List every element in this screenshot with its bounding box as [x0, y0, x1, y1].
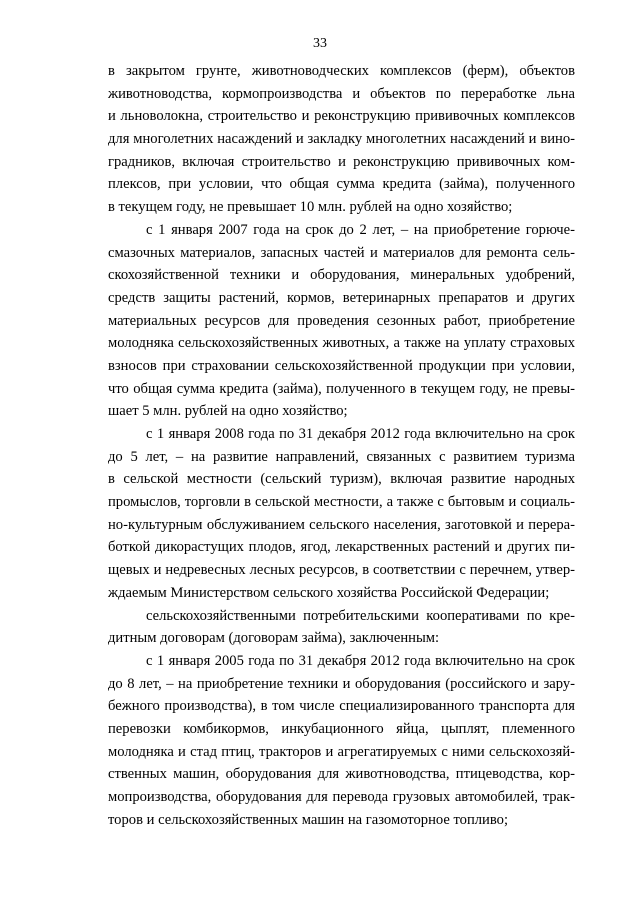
text-line: в сельской местности (сельский туризм), включая развитие народных: [108, 471, 575, 488]
text-line: в закрытом грунте, животноводческих комплексов (ферм), объектов: [108, 63, 575, 79]
text-line: ждаемым Министерством сельского хозяйства Российской Федерации;: [108, 584, 550, 601]
text-line: материальных ресурсов для проведения сезонных работ, приобретение: [108, 312, 575, 329]
text-line: животноводства, кормопроизводства и объектов по переработке льна: [108, 85, 575, 102]
text-line: градников, включая строительство и реконструкцию прививочных ком-: [108, 153, 575, 170]
text-line: взносов при страховании сельскохозяйственной продукции при условии,: [108, 357, 575, 374]
text-line: с 1 января 2005 года по 31 декабря 2012 года включительно на срок: [146, 652, 575, 669]
text-line: для многолетних насаждений и закладку многолетних насаждений и вино-: [108, 131, 575, 148]
text-line: промыслов, торговли в сельской местности, а также с бытовым и социаль-: [108, 494, 575, 511]
text-line: скохозяйственной техники и оборудования, минеральных удобрений,: [108, 267, 575, 284]
text-line: щевых и недревесных лесных ресурсов, в соответствии с перечнем, утвер-: [108, 562, 575, 579]
text-line: молодняка сельскохозяйственных животных, а также на уплату страховых: [108, 335, 575, 352]
text-line: до 5 лет, – на развитие направлений, связанных с развитием туризма: [108, 448, 575, 465]
text-line: плексов, при условии, что общая сумма кредита (займа), полученного: [108, 176, 575, 193]
text-line: в текущем году, не превышает 10 млн. рублей на одно хозяйство;: [108, 199, 513, 216]
text-line: дитным договорам (договорам займа), заключенным:: [108, 630, 440, 647]
text-line: но-культурным обслуживанием сельского населения, заготовкой и перера-: [108, 516, 575, 533]
text-line: до 8 лет, – на приобретение техники и оборудования (российского и зару-: [108, 675, 575, 692]
text-line: бежного производства), в том числе специализированного транспорта для: [108, 698, 575, 715]
text-line: с 1 января 2007 года на срок до 2 лет, – на приобретение горюче-: [146, 221, 575, 238]
text-line: молодняка и стад птиц, тракторов и агрегатируемых с ними сельскохозяй-: [108, 743, 575, 760]
text-line: что общая сумма кредита (займа), полученного в текущем году, не превы-: [108, 380, 575, 397]
text-line: торов и сельскохозяйственных машин на газомоторное топливо;: [108, 811, 509, 828]
text-line: перевозки комбикормов, инкубационного яйца, цыплят, племенного: [108, 720, 575, 737]
page-number: 33: [313, 36, 327, 51]
text-line: с 1 января 2008 года по 31 декабря 2012 года включительно на срок: [146, 426, 575, 442]
text-line: средств защиты растений, кормов, ветеринарных препаратов и других: [108, 289, 575, 306]
text-line: шает 5 млн. рублей на одно хозяйство;: [108, 403, 348, 420]
text-line: сельскохозяйственными потребительскими кооперативами по кре-: [146, 607, 575, 624]
text-line: боткой дикорастущих плодов, ягод, лекарственных растений и других пи-: [108, 539, 575, 556]
text-line: и льноволокна, строительство и реконструкцию прививочных комплексов: [108, 108, 575, 125]
document-body: [108, 60, 575, 831]
text-line: ственных машин, оборудования для животноводства, птицеводства, кор-: [108, 766, 575, 783]
text-line: мопроизводства, оборудования для перевода грузовых автомобилей, трак-: [108, 789, 575, 805]
text-line: смазочных материалов, запасных частей и материалов для ремонта сель-: [108, 244, 575, 261]
